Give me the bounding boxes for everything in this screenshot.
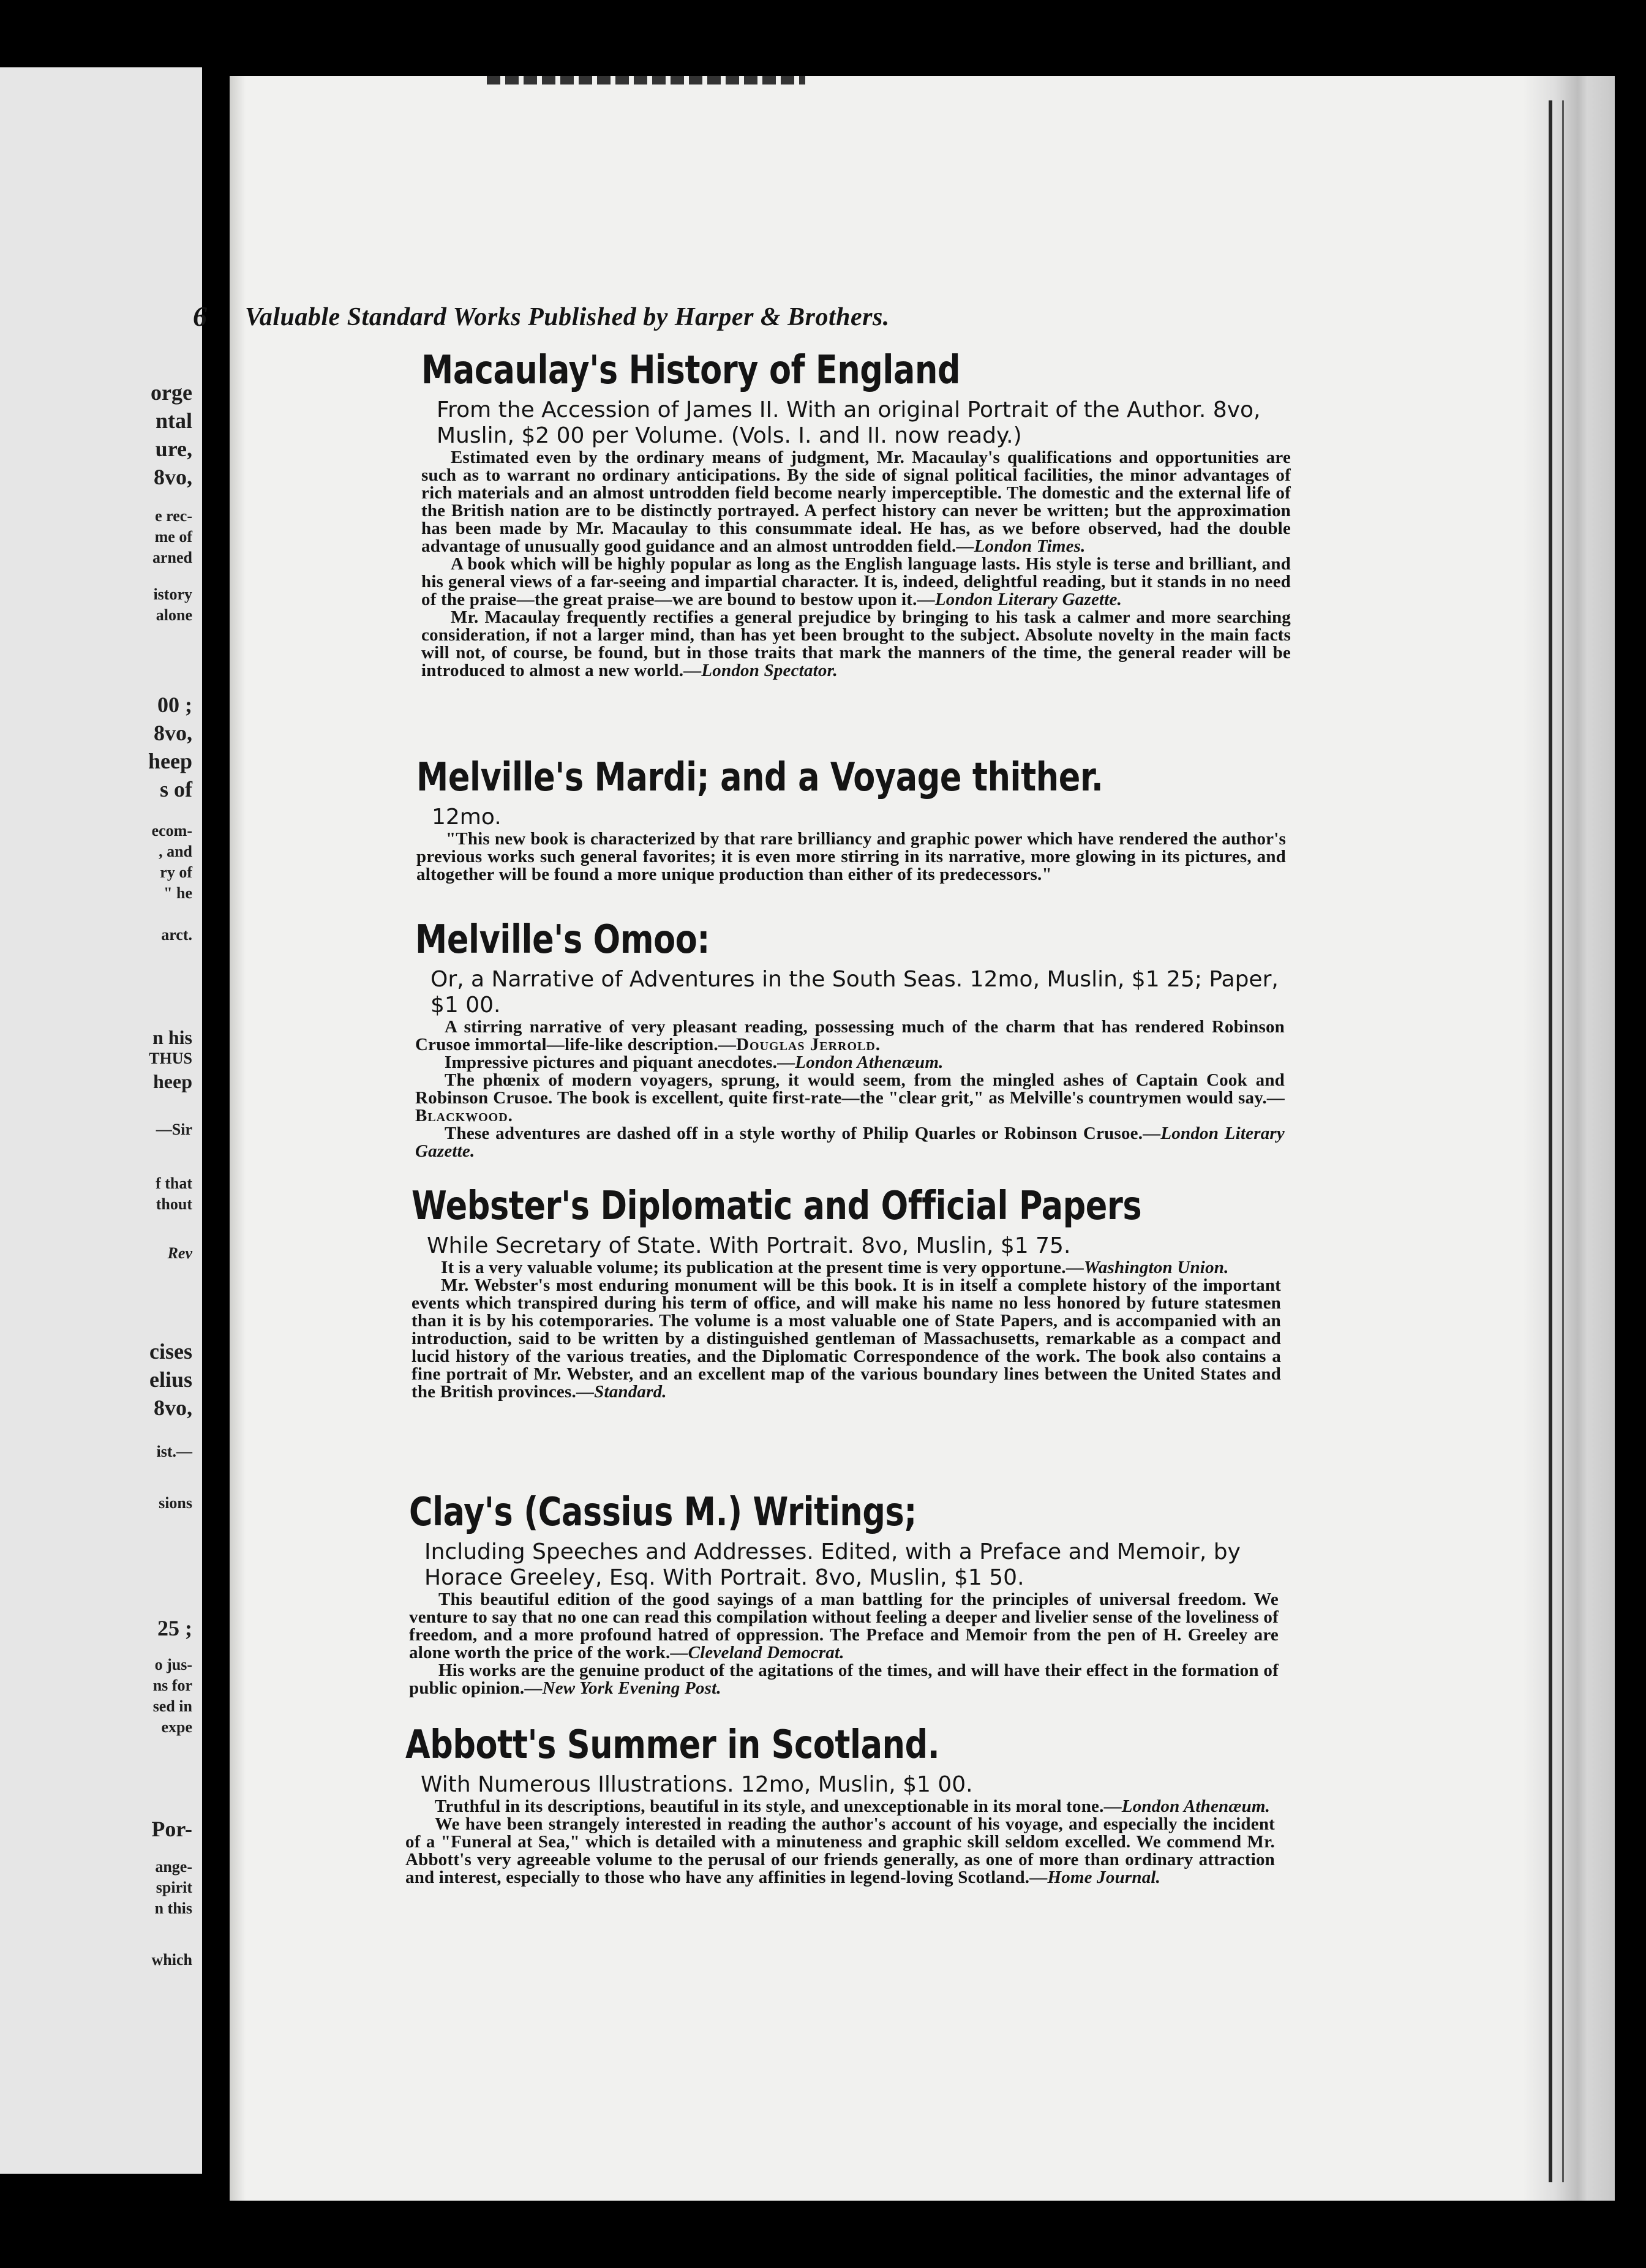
book-title: Abbott's Summer in Scotland. — [405, 1722, 940, 1768]
left-text-fragment: orge — [151, 380, 192, 405]
left-text-fragment: heep — [148, 749, 192, 773]
left-text-fragment: ecom- — [151, 822, 192, 839]
left-text-fragment: sed in — [152, 1697, 192, 1715]
left-text-fragment: arned — [152, 549, 192, 566]
left-text-fragment: cises — [149, 1339, 192, 1364]
book-subtitle: Including Speeches and Addresses. Edited, with a Preface and Memoir, by Horace Greeley, Esq. With Portrait. 8vo, Muslin, $1 50. — [424, 1539, 1241, 1590]
left-text-fragment: e rec- — [155, 507, 192, 525]
book-entry — [415, 915, 1285, 1160]
review-paragraph: The phœnix of modern voyagers, sprung, it would seem, from the mingled ashes of Captain Cook and Robinson Crusoe. The book is excellent, quite first-rate—the "clear grit," as Melville's countrymen would say.—Blackwood. — [415, 1070, 1285, 1125]
left-text-fragment: THUS — [149, 1050, 192, 1067]
book-title: Clay's (Cassius M.) Writings; — [409, 1490, 917, 1535]
left-text-fragment: ist.— — [156, 1443, 192, 1460]
left-text-fragment: ange- — [155, 1858, 192, 1876]
book-subtitle: Or, a Narrative of Adventures in the South Seas. 12mo, Muslin, $1 25; Paper, $1 00. — [430, 967, 1279, 1018]
review-paragraph: Truthful in its descriptions, beautiful in its style, and unexceptionable in its moral tone.—London Athenæum. — [435, 1797, 1271, 1816]
book-entry — [412, 1182, 1281, 1401]
page-edge-line — [1562, 100, 1564, 2182]
left-text-fragment: " he — [163, 884, 192, 902]
left-text-fragment: heep — [153, 1070, 192, 1092]
page-edge-line — [1549, 100, 1552, 2182]
left-text-fragment: f that — [156, 1174, 192, 1192]
book-entry — [416, 753, 1286, 884]
book-title: Melville's Omoo: — [415, 917, 710, 963]
left-text-fragment: 8vo, — [154, 465, 192, 489]
book-title: Webster's Diplomatic and Official Papers — [412, 1184, 1142, 1229]
book-entry — [409, 1488, 1279, 1697]
left-text-fragment: —Sir — [156, 1121, 192, 1138]
left-text-fragment: 00 ; — [157, 693, 192, 717]
running-title: Valuable Standard Works Published by Harper & Brothers. — [245, 303, 890, 331]
left-text-fragment: thout — [156, 1195, 192, 1213]
book-entry — [421, 346, 1291, 680]
left-text-fragment: n this — [154, 1899, 192, 1917]
review-paragraph: "This new book is characterized by that rare brilliancy and graphic power which have rendered the author's previous works such general favorites; it is even more stirring in its narrative, more glowing in its pictures, and altogether will be found a more unique production than either of its predecessors." — [416, 829, 1286, 884]
review-paragraph: A stirring narrative of very pleasant reading, possessing much of the charm that has rendered Robinson Crusoe immortal—life-like description.—Douglas Jerrold. — [415, 1017, 1285, 1054]
left-text-fragment: istory — [153, 585, 192, 603]
review-paragraph: It is a very valuable volume; its publication at the present time is very opportune.—Washington Union. — [441, 1258, 1229, 1277]
left-text-fragment: which — [151, 1951, 192, 1969]
left-text-fragment: Rev — [167, 1244, 192, 1262]
review-paragraph: Estimated even by the ordinary means of judgment, Mr. Macaulay's qualifications and opportunities are such as to warrant no ordinary anticipations. By the side of signal political facilities, the minor advantages of rich materials and an almost untrodden field become nearly imperceptible. The domestic and the external life of the British nation are to be distinctly portrayed. A perfect history can never be written; but the approximation has been made by Mr. Macaulay to this consummate ideal. He has, as we before observed, had the double advantage of unusually good guidance and an almost untrodden field.—London Times. — [421, 448, 1291, 556]
left-facing-page — [0, 67, 202, 2174]
left-text-fragment: ntal — [155, 408, 192, 433]
left-text-fragment: 25 ; — [157, 1616, 192, 1640]
book-title: Macaulay's History of England — [421, 348, 961, 393]
left-text-fragment: spirit — [156, 1879, 192, 1896]
page-gutter-shadow — [230, 76, 246, 2201]
review-paragraph: Impressive pictures and piquant anecdotes.—London Athenæum. — [445, 1053, 944, 1072]
left-text-fragment: s of — [160, 777, 192, 802]
review-paragraph: This beautiful edition of the good sayings of a man battling for the principles of universal freedom. We venture to say that no one can read this compilation without feeling a deeper and livelier sense of the loveliness of freedom, and a more profound hatred of oppression. The Preface and Memoir from the pen of H. Greeley are alone worth the price of the work.—Cleveland Democrat. — [409, 1590, 1279, 1662]
left-text-fragment: expe — [161, 1718, 192, 1736]
top-cut-text — [487, 76, 805, 84]
left-text-fragment: , and — [159, 843, 192, 860]
book-subtitle: 12mo. — [432, 805, 502, 830]
review-paragraph: We have been strangely interested in reading the author's account of his voyage, and especially the incident of a "Funeral at Sea," which is detailed with a minuteness and graphic skill seldom excelled. We commend Mr. Abbott's very agreeable volume to the perusal of our friends generally, as one of more than ordinary attraction and interest, especially to those who have any affinities in legend-loving Scotland.—Home Journal. — [405, 1814, 1275, 1887]
review-paragraph: Mr. Webster's most enduring monument will be this book. It is in itself a complete history of the important events which transpired during his term of office, and will make his name no less honored by future statesmen than it is by his cotemporaries. The volume is a most valuable one of State Papers, and is accompanied with an introduction, said to be written by a distinguished gentleman of Massachusetts, remarkable as a compact and lucid history of the various treaties, and the Diplomatic Correspondence of the work. The book also contains a fine portrait of Mr. Webster, and an excellent map of the various boundary lines between the United States and the British provinces.—Standard. — [412, 1275, 1281, 1402]
review-paragraph: A book which will be highly popular as long as the English language lasts. His style is terse and brilliant, and his general views of a far-seeing and impartial character. It is, indeed, delightful reading, but it stands in no need of the praise—the great praise—we are bound to bestow upon it.—London Literary Gazette. — [421, 554, 1291, 609]
page-right-edge — [1523, 76, 1615, 2201]
left-text-fragment: 8vo, — [154, 1395, 192, 1420]
book-subtitle: From the Accession of James II. With an original Portrait of the Author. 8vo, Muslin, $2 00 per Volume. (Vols. I. and II. now ready.) — [437, 397, 1261, 448]
left-text-fragment: ry of — [160, 863, 192, 881]
left-text-fragment: o jus- — [154, 1656, 192, 1673]
review-paragraph: Mr. Macaulay frequently rectifies a general prejudice by bringing to his task a calmer and more searching consideration, if not a larger mind, than has yet been brought to the subject. Absolute novelty in the main facts will not, of course, be found, but in those traits that mark the manners of the time, the general reader will be introduced to almost a new world.—London Spectator. — [421, 607, 1291, 680]
left-text-fragment: ure, — [155, 437, 192, 461]
left-text-fragment: elius — [149, 1367, 192, 1392]
book-title: Melville's Mardi; and a Voyage thither. — [416, 755, 1103, 800]
left-text-fragment: alone — [156, 606, 192, 624]
left-text-fragment: sions — [159, 1494, 192, 1512]
book-subtitle: While Secretary of State. With Portrait. 8vo, Muslin, $1 75. — [427, 1233, 1071, 1258]
left-text-fragment: me of — [154, 528, 192, 546]
review-paragraph: These adventures are dashed off in a style worthy of Philip Quarles or Robinson Crusoe.—London Literary Gazette. — [415, 1124, 1285, 1161]
review-paragraph: His works are the genuine product of the agitations of the times, and will have their effect in the formation of public opinion.—New York Evening Post. — [409, 1661, 1279, 1698]
page-number: 6 — [193, 301, 207, 332]
left-text-fragment: n his — [152, 1026, 192, 1048]
left-text-fragment: Por- — [151, 1817, 192, 1841]
left-text-fragment: arct. — [161, 926, 192, 944]
book-subtitle: With Numerous Illustrations. 12mo, Muslin, $1 00. — [421, 1772, 973, 1797]
running-head — [193, 300, 1185, 337]
left-text-fragment: ns for — [152, 1677, 192, 1694]
left-text-fragment: 8vo, — [154, 721, 192, 745]
book-entry — [405, 1721, 1275, 1887]
